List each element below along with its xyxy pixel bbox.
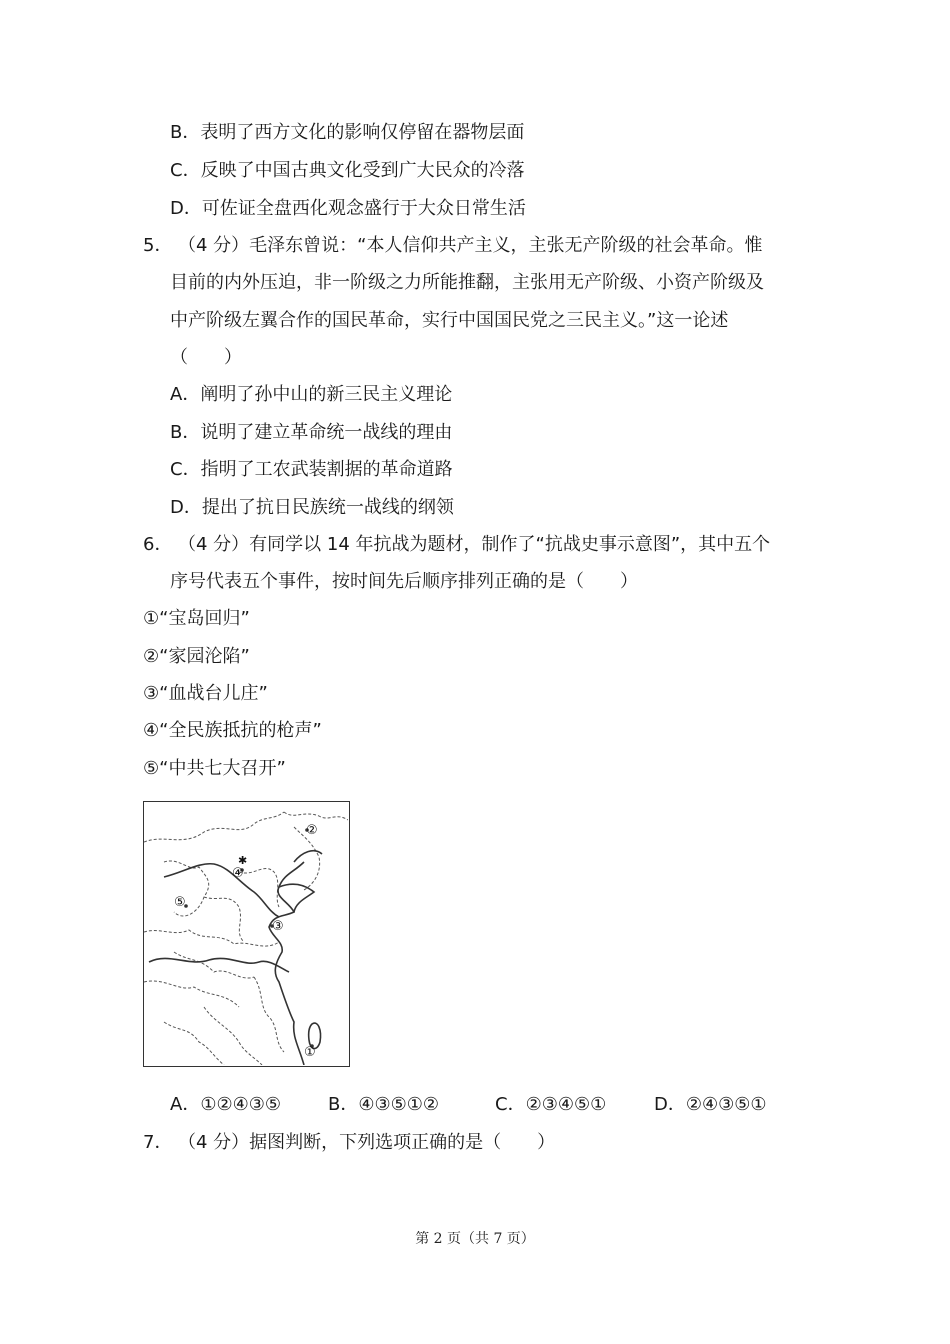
q5-text-line-1: （4 分）毛泽东曾说：“本人信仰共产主义，主张无产阶级的社会革命。惟 <box>178 235 763 256</box>
q6-option-c: C．②③④⑤① <box>495 1094 607 1115</box>
capital-star-icon: ✱ <box>238 854 248 867</box>
page-footer: 第 2 页（共 7 页） <box>415 1231 535 1247</box>
q5-option-b: B．说明了建立革命统一战线的理由 <box>170 422 453 443</box>
q6-option-a: A．①②④③⑤ <box>170 1094 281 1115</box>
q5-option-c: C．指明了工农武装割据的革命道路 <box>170 459 453 480</box>
q6-text-line-2: 序号代表五个事件，按时间先后顺序排列正确的是（ ） <box>170 571 638 592</box>
q5-option-a: A．阐明了孙中山的新三民主义理论 <box>170 384 453 405</box>
map-outline <box>144 802 348 1065</box>
q7-text: （4 分）据图判断，下列选项正确的是（ ） <box>178 1132 556 1153</box>
map-marker-5: ⑤ <box>174 895 186 910</box>
q5-answer-blank: （ ） <box>170 347 242 368</box>
q6-event-2: ②“家园沦陷” <box>143 646 250 667</box>
q4-option-c: C．反映了中国古典文化受到广大民众的冷落 <box>170 160 525 181</box>
q4-option-d: D．可佐证全盘西化观念盛行于大众日常生活 <box>170 198 526 219</box>
map-marker-1: ① <box>304 1045 316 1060</box>
q4-option-b: B．表明了西方文化的影响仅停留在器物层面 <box>170 122 525 143</box>
q6-options-row <box>170 1093 810 1117</box>
q6-event-1: ①“宝岛回归” <box>143 608 250 629</box>
q6-event-5: ⑤“中共七大召开” <box>143 758 286 779</box>
q5-number: 5． <box>143 235 173 256</box>
map-marker-3: ③ <box>272 919 284 934</box>
q6-event-3: ③“血战台儿庄” <box>143 683 268 704</box>
q7-number: 7． <box>143 1132 173 1153</box>
map-marker-4: ④ <box>232 866 244 881</box>
q6-number: 6． <box>143 534 173 555</box>
q5-text-line-2: 目前的内外压迫，非一阶级之力所能推翻，主张用无产阶级、小资产阶级及 <box>170 272 764 293</box>
q6-event-4: ④“全民族抵抗的枪声” <box>143 720 322 741</box>
q5-text-line-3: 中产阶级左翼合作的国民革命，实行中国国民党之三民主义。”这一论述 <box>170 310 729 331</box>
q6-option-d: D．②④③⑤① <box>654 1094 767 1115</box>
q6-text-line-1: （4 分）有同学以 14 年抗战为题材，制作了“抗战史事示意图”，其中五个 <box>178 534 771 555</box>
q5-option-d: D．提出了抗日民族统一战线的纲领 <box>170 497 454 518</box>
map-marker-2: ② <box>306 823 318 838</box>
q6-option-b: B．④③⑤①② <box>328 1094 440 1115</box>
q6-war-map <box>143 801 350 1067</box>
